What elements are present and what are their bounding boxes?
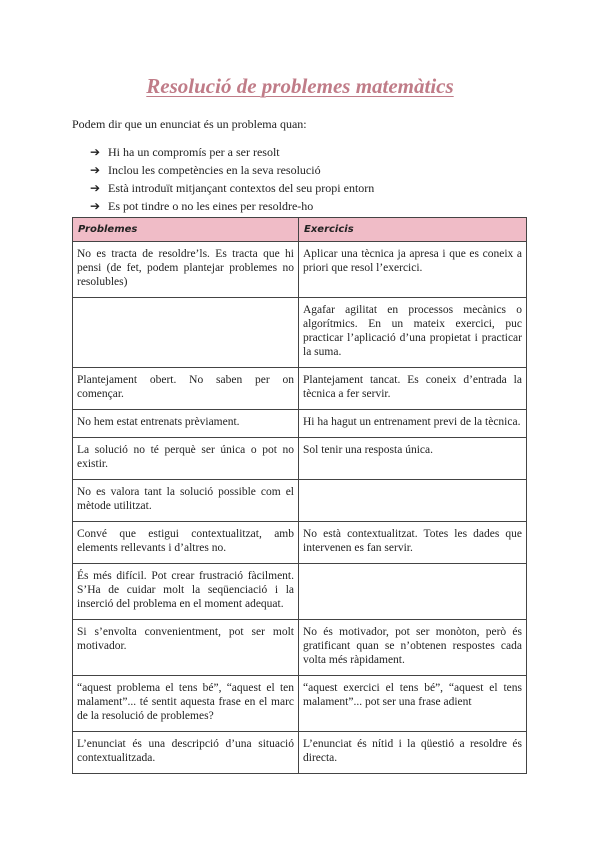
bullet-text: Inclou les competències en la seva resolució <box>108 163 321 177</box>
cell-exercise: “aquest exercici el tens bé”, “aquest el tens malament”... pot ser una frase adient <box>299 676 527 732</box>
bullet-text: Està introduït mitjançant contextos del seu propi entorn <box>108 181 375 195</box>
cell-problem: És més difícil. Pot crear frustració fàcilment. S’Ha de cuidar molt la seqüenciació i la inserció del problema en el moment adequat. <box>73 564 299 620</box>
table-row <box>73 620 527 676</box>
arrow-icon: ➔ <box>90 181 101 195</box>
header-problemes: Problemes <box>73 218 299 242</box>
cell-exercise: L’enunciat és nítid i la qüestió a resoldre és directa. <box>299 732 527 774</box>
arrow-icon: ➔ <box>90 199 101 213</box>
table-row <box>73 438 527 480</box>
cell-problem: Plantejament obert. No saben per on començar. <box>73 368 299 410</box>
cell-exercise: Agafar agilitat en processos mecànics o algorítmics. En un mateix exercici, puc practicar l’aplicació d’una propietat i practicar la suma. <box>299 298 527 368</box>
cell-exercise <box>299 480 527 522</box>
arrow-icon: ➔ <box>90 145 101 159</box>
cell-exercise: No és motivador, pot ser monòton, però és gratificant quan se n’obtenen respostes cada volta més ràpidament. <box>299 620 527 676</box>
cell-problem: “aquest problema el tens bé”, “aquest el ten malament”... té sentit aquesta frase en el marc de la resolució de problemes? <box>73 676 299 732</box>
table-row <box>73 480 527 522</box>
bullet-text: Hi ha un compromís per a ser resolt <box>108 145 280 159</box>
cell-exercise: Sol tenir una resposta única. <box>299 438 527 480</box>
list-item <box>90 161 374 179</box>
table-row <box>73 410 527 438</box>
page-title: Resolució de problemes matemàtics <box>146 74 454 98</box>
table-row <box>73 676 527 732</box>
list-item <box>90 143 374 161</box>
table-row <box>73 732 527 774</box>
comparison-table <box>72 217 527 774</box>
cell-exercise: No està contextualitzat. Totes les dades que intervenen es fan servir. <box>299 522 527 564</box>
cell-problem: No hem estat entrenats prèviament. <box>73 410 299 438</box>
bullet-list <box>90 143 374 215</box>
table-header-row <box>73 218 527 242</box>
table-row <box>73 564 527 620</box>
cell-problem: No es valora tant la solució possible com el mètode utilitzat. <box>73 480 299 522</box>
list-item <box>90 179 374 197</box>
cell-problem: Convé que estigui contextualitzat, amb elements rellevants i d’altres no. <box>73 522 299 564</box>
cell-problem <box>73 298 299 368</box>
arrow-icon: ➔ <box>90 163 101 177</box>
cell-exercise: Hi ha hagut un entrenament previ de la tècnica. <box>299 410 527 438</box>
bullet-text: Es pot tindre o no les eines per resoldre-ho <box>108 199 314 213</box>
table-row <box>73 298 527 368</box>
cell-problem: La solució no té perquè ser única o pot no existir. <box>73 438 299 480</box>
table-row <box>73 522 527 564</box>
table-row <box>73 368 527 410</box>
cell-exercise: Plantejament tancat. Es coneix d’entrada la tècnica a fer servir. <box>299 368 527 410</box>
intro-text: Podem dir que un enunciat és un problema quan: <box>72 117 307 131</box>
cell-exercise: Aplicar una tècnica ja apresa i que es coneix a priori que resol l’exercici. <box>299 242 527 298</box>
cell-exercise <box>299 564 527 620</box>
cell-problem: L’enunciat és una descripció d’una situació contextualitzada. <box>73 732 299 774</box>
cell-problem: Si s’envolta convenientment, pot ser molt motivador. <box>73 620 299 676</box>
header-exercicis: Exercicis <box>299 218 527 242</box>
table-row <box>73 242 527 298</box>
cell-problem: No es tracta de resoldre’ls. Es tracta que hi pensi (de fet, podem plantejar problemes no resolubles) <box>73 242 299 298</box>
list-item <box>90 197 374 215</box>
